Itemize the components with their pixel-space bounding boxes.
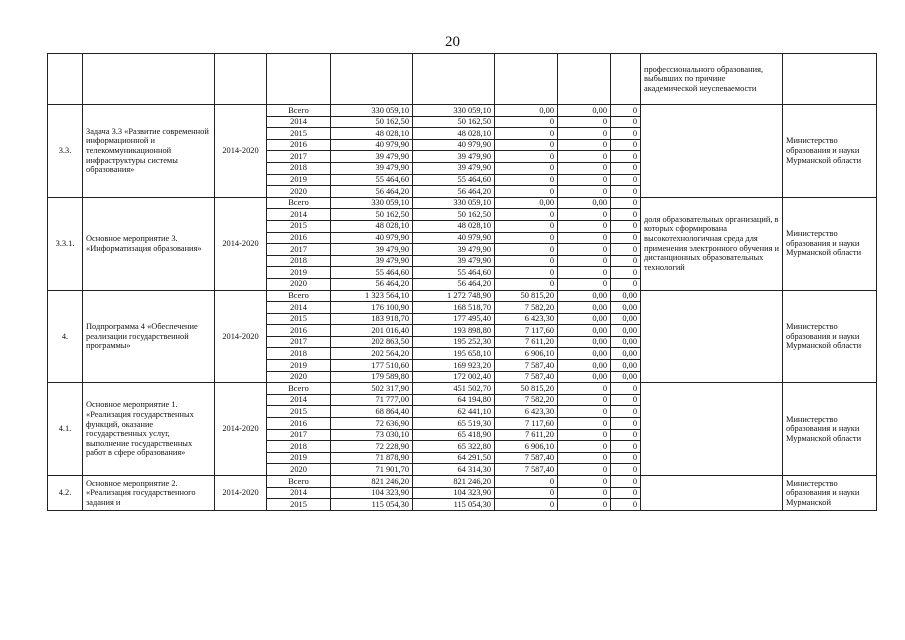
federal-budget-cell: 0	[495, 151, 558, 163]
regional-budget-cell: 177 495,40	[413, 313, 495, 325]
year-cell: 2015	[267, 406, 331, 418]
regional-budget-cell: 39 479,90	[413, 255, 495, 267]
program-table	[47, 53, 877, 511]
other-sources-cell: 0,00	[611, 325, 641, 337]
other-sources-cell: 0	[611, 105, 641, 117]
year-cell: 2017	[267, 151, 331, 163]
regional-budget-cell: 40 979,90	[413, 139, 495, 151]
regional-budget-cell: 48 028,10	[413, 220, 495, 232]
total-cell: 330 059,10	[331, 197, 413, 209]
group-4-1-name: Основное мероприятие 1. «Реализация государственных функций, оказание государственных услуг, выполнение государственных работ в сфере образования»	[83, 383, 215, 476]
year-cell: 2018	[267, 255, 331, 267]
total-cell: 72 228,90	[331, 441, 413, 453]
year-cell: 2015	[267, 313, 331, 325]
total-cell: 202 564,20	[331, 348, 413, 360]
municipal-budget-cell: 0	[558, 232, 611, 244]
municipal-budget-cell: 0	[558, 278, 611, 290]
regional-budget-cell: 55 464,60	[413, 267, 495, 279]
municipal-budget-cell: 0,00	[558, 348, 611, 360]
cont-municipal-cell	[558, 54, 611, 105]
total-cell: 1 323 564,10	[331, 290, 413, 302]
total-cell: 176 100,90	[331, 302, 413, 314]
group-4-name: Подпрограмма 4 «Обеспечение реализации государственной программы»	[83, 290, 215, 383]
cont-year-cell	[267, 54, 331, 105]
regional-budget-cell: 50 162,50	[413, 116, 495, 128]
cont-regional-cell	[413, 54, 495, 105]
other-sources-cell: 0,00	[611, 302, 641, 314]
year-cell: Всего	[267, 383, 331, 395]
other-sources-cell: 0	[611, 499, 641, 511]
federal-budget-cell: 6 423,30	[495, 313, 558, 325]
other-sources-cell: 0	[611, 476, 641, 488]
other-sources-cell: 0	[611, 406, 641, 418]
regional-budget-cell: 195 252,30	[413, 336, 495, 348]
other-sources-cell: 0	[611, 186, 641, 198]
municipal-budget-cell: 0	[558, 209, 611, 221]
total-cell: 202 863,50	[331, 336, 413, 348]
other-sources-cell: 0,00	[611, 371, 641, 383]
total-cell: 56 464,20	[331, 186, 413, 198]
total-cell: 39 479,90	[331, 162, 413, 174]
total-cell: 104 323,90	[331, 487, 413, 499]
other-sources-cell: 0	[611, 255, 641, 267]
other-sources-cell: 0	[611, 232, 641, 244]
group-4-2-name: Основное мероприятие 2. «Реализация государственного задания и	[83, 476, 215, 511]
group-3-3-1-result: доля образовательных организаций, в которых сформирована высокотехнологичная среда для применения электронного обучения и дистанционных образовательных технологий	[641, 197, 783, 290]
group-3-3-executor: Министерство образования и науки Мурманской области	[783, 105, 877, 198]
federal-budget-cell: 7 611,20	[495, 429, 558, 441]
total-cell: 39 479,90	[331, 244, 413, 256]
group-3-3-result	[641, 105, 783, 198]
group-4-period: 2014-2020	[215, 290, 267, 383]
total-cell: 183 918,70	[331, 313, 413, 325]
municipal-budget-cell: 0	[558, 406, 611, 418]
federal-budget-cell: 0	[495, 499, 558, 511]
total-cell: 71 901,70	[331, 464, 413, 476]
regional-budget-cell: 39 479,90	[413, 162, 495, 174]
municipal-budget-cell: 0	[558, 394, 611, 406]
municipal-budget-cell: 0	[558, 464, 611, 476]
federal-budget-cell: 0	[495, 232, 558, 244]
total-cell: 201 016,40	[331, 325, 413, 337]
regional-budget-cell: 62 441,10	[413, 406, 495, 418]
total-cell: 55 464,60	[331, 174, 413, 186]
regional-budget-cell: 451 502,70	[413, 383, 495, 395]
group-3-3-number: 3.3.	[48, 105, 83, 198]
year-cell: 2016	[267, 418, 331, 430]
municipal-budget-cell: 0	[558, 441, 611, 453]
year-cell: 2014	[267, 394, 331, 406]
table-row	[48, 105, 877, 117]
federal-budget-cell: 0	[495, 278, 558, 290]
regional-budget-cell: 821 246,20	[413, 476, 495, 488]
municipal-budget-cell: 0	[558, 220, 611, 232]
federal-budget-cell: 7 611,20	[495, 336, 558, 348]
year-cell: 2014	[267, 209, 331, 221]
regional-budget-cell: 65 418,90	[413, 429, 495, 441]
regional-budget-cell: 48 028,10	[413, 128, 495, 140]
group-4-1-period: 2014-2020	[215, 383, 267, 476]
cont-executor-cell	[783, 54, 877, 105]
regional-budget-cell: 40 979,90	[413, 232, 495, 244]
regional-budget-cell: 104 323,90	[413, 487, 495, 499]
federal-budget-cell: 0	[495, 174, 558, 186]
federal-budget-cell: 0	[495, 244, 558, 256]
other-sources-cell: 0	[611, 441, 641, 453]
municipal-budget-cell: 0	[558, 255, 611, 267]
other-sources-cell: 0	[611, 162, 641, 174]
year-cell: 2014	[267, 302, 331, 314]
other-sources-cell: 0	[611, 116, 641, 128]
federal-budget-cell: 0	[495, 220, 558, 232]
year-cell: 2019	[267, 174, 331, 186]
municipal-budget-cell: 0,00	[558, 302, 611, 314]
total-cell: 48 028,10	[331, 220, 413, 232]
other-sources-cell: 0	[611, 394, 641, 406]
table-row	[48, 290, 877, 302]
year-cell: 2014	[267, 487, 331, 499]
municipal-budget-cell: 0,00	[558, 290, 611, 302]
total-cell: 39 479,90	[331, 255, 413, 267]
group-4-executor: Министерство образования и науки Мурманской области	[783, 290, 877, 383]
other-sources-cell: 0	[611, 244, 641, 256]
year-cell: 2015	[267, 128, 331, 140]
total-cell: 502 317,90	[331, 383, 413, 395]
federal-budget-cell: 0	[495, 139, 558, 151]
other-sources-cell: 0	[611, 139, 641, 151]
total-cell: 179 589,80	[331, 371, 413, 383]
regional-budget-cell: 64 314,30	[413, 464, 495, 476]
year-cell: 2019	[267, 360, 331, 372]
year-cell: 2019	[267, 452, 331, 464]
municipal-budget-cell: 0,00	[558, 325, 611, 337]
federal-budget-cell: 0,00	[495, 105, 558, 117]
page-number: 20	[445, 34, 460, 50]
municipal-budget-cell: 0	[558, 116, 611, 128]
municipal-budget-cell: 0	[558, 267, 611, 279]
other-sources-cell: 0,00	[611, 336, 641, 348]
total-cell: 50 162,50	[331, 209, 413, 221]
municipal-budget-cell: 0	[558, 418, 611, 430]
municipal-budget-cell: 0	[558, 476, 611, 488]
municipal-budget-cell: 0	[558, 244, 611, 256]
municipal-budget-cell: 0	[558, 128, 611, 140]
federal-budget-cell: 7 587,40	[495, 371, 558, 383]
federal-budget-cell: 0	[495, 116, 558, 128]
group-3-3-1-name: Основное мероприятие 3. «Информатизация образования»	[83, 197, 215, 290]
group-4-1-executor: Министерство образования и науки Мурманской области	[783, 383, 877, 476]
federal-budget-cell: 50 815,20	[495, 383, 558, 395]
regional-budget-cell: 169 923,20	[413, 360, 495, 372]
municipal-budget-cell: 0	[558, 452, 611, 464]
regional-budget-cell: 55 464,60	[413, 174, 495, 186]
federal-budget-cell: 0	[495, 267, 558, 279]
year-cell: 2019	[267, 267, 331, 279]
other-sources-cell: 0,00	[611, 290, 641, 302]
cont-other-cell	[611, 54, 641, 105]
year-cell: 2018	[267, 441, 331, 453]
year-cell: 2018	[267, 348, 331, 360]
federal-budget-cell: 0	[495, 209, 558, 221]
total-cell: 115 054,30	[331, 499, 413, 511]
other-sources-cell: 0	[611, 128, 641, 140]
other-sources-cell: 0	[611, 464, 641, 476]
federal-budget-cell: 6 906,10	[495, 441, 558, 453]
cont-federal-cell	[495, 54, 558, 105]
federal-budget-cell: 7 582,20	[495, 394, 558, 406]
federal-budget-cell: 7 117,60	[495, 418, 558, 430]
total-cell: 71 878,90	[331, 452, 413, 464]
group-4-1-result	[641, 383, 783, 476]
federal-budget-cell: 6 423,30	[495, 406, 558, 418]
year-cell: 2016	[267, 325, 331, 337]
year-cell: Всего	[267, 290, 331, 302]
municipal-budget-cell: 0	[558, 499, 611, 511]
year-cell: 2015	[267, 220, 331, 232]
other-sources-cell: 0	[611, 174, 641, 186]
federal-budget-cell: 7 587,40	[495, 464, 558, 476]
other-sources-cell: 0,00	[611, 360, 641, 372]
municipal-budget-cell: 0	[558, 487, 611, 499]
other-sources-cell: 0	[611, 452, 641, 464]
municipal-budget-cell: 0,00	[558, 105, 611, 117]
federal-budget-cell: 0,00	[495, 197, 558, 209]
total-cell: 50 162,50	[331, 116, 413, 128]
regional-budget-cell: 168 518,70	[413, 302, 495, 314]
other-sources-cell: 0,00	[611, 348, 641, 360]
group-3-3-1-number: 3.3.1.	[48, 197, 83, 290]
regional-budget-cell: 193 898,80	[413, 325, 495, 337]
municipal-budget-cell: 0	[558, 162, 611, 174]
regional-budget-cell: 39 479,90	[413, 244, 495, 256]
total-cell: 73 030,10	[331, 429, 413, 441]
cont-total-cell	[331, 54, 413, 105]
regional-budget-cell: 56 464,20	[413, 278, 495, 290]
municipal-budget-cell: 0	[558, 151, 611, 163]
year-cell: Всего	[267, 105, 331, 117]
other-sources-cell: 0	[611, 220, 641, 232]
federal-budget-cell: 0	[495, 255, 558, 267]
other-sources-cell: 0,00	[611, 313, 641, 325]
group-3-3-name: Задача 3.3 «Развитие современной информационной и телекоммуникационной инфраструктуры системы образования»	[83, 105, 215, 198]
other-sources-cell: 0	[611, 429, 641, 441]
municipal-budget-cell: 0	[558, 383, 611, 395]
year-cell: 2017	[267, 429, 331, 441]
year-cell: 2014	[267, 116, 331, 128]
continuation-row	[48, 54, 877, 105]
regional-budget-cell: 1 272 748,90	[413, 290, 495, 302]
other-sources-cell: 0	[611, 383, 641, 395]
regional-budget-cell: 64 194,80	[413, 394, 495, 406]
total-cell: 177 510,60	[331, 360, 413, 372]
total-cell: 40 979,90	[331, 139, 413, 151]
total-cell: 39 479,90	[331, 151, 413, 163]
year-cell: 2017	[267, 244, 331, 256]
year-cell: 2020	[267, 371, 331, 383]
total-cell: 330 059,10	[331, 105, 413, 117]
year-cell: 2020	[267, 278, 331, 290]
group-3-3-1-period: 2014-2020	[215, 197, 267, 290]
other-sources-cell: 0	[611, 151, 641, 163]
federal-budget-cell: 7 587,40	[495, 452, 558, 464]
municipal-budget-cell: 0	[558, 139, 611, 151]
municipal-budget-cell: 0	[558, 174, 611, 186]
other-sources-cell: 0	[611, 418, 641, 430]
group-4-1-number: 4.1.	[48, 383, 83, 476]
cont-num-cell	[48, 54, 83, 105]
regional-budget-cell: 65 322,80	[413, 441, 495, 453]
municipal-budget-cell: 0	[558, 186, 611, 198]
year-cell: Всего	[267, 476, 331, 488]
regional-budget-cell: 56 464,20	[413, 186, 495, 198]
group-4-2-period: 2014-2020	[215, 476, 267, 511]
table-row	[48, 476, 877, 488]
total-cell: 55 464,60	[331, 267, 413, 279]
regional-budget-cell: 50 162,50	[413, 209, 495, 221]
total-cell: 40 979,90	[331, 232, 413, 244]
table-row	[48, 197, 877, 209]
federal-budget-cell: 50 815,20	[495, 290, 558, 302]
total-cell: 72 636,90	[331, 418, 413, 430]
year-cell: 2018	[267, 162, 331, 174]
regional-budget-cell: 172 002,40	[413, 371, 495, 383]
federal-budget-cell: 7 582,20	[495, 302, 558, 314]
group-4-number: 4.	[48, 290, 83, 383]
regional-budget-cell: 115 054,30	[413, 499, 495, 511]
regional-budget-cell: 39 479,90	[413, 151, 495, 163]
group-4-2-number: 4.2.	[48, 476, 83, 511]
group-3-3-1-executor: Министерство образования и науки Мурманской области	[783, 197, 877, 290]
group-4-2-result	[641, 476, 783, 511]
cont-name-cell	[83, 54, 215, 105]
total-cell: 68 864,40	[331, 406, 413, 418]
federal-budget-cell: 6 906,10	[495, 348, 558, 360]
cont-result-cell: профессионального образования, выбывших по причине академической неуспеваемости	[641, 54, 783, 105]
other-sources-cell: 0	[611, 278, 641, 290]
federal-budget-cell: 0	[495, 162, 558, 174]
regional-budget-cell: 64 291,50	[413, 452, 495, 464]
group-4-result	[641, 290, 783, 383]
regional-budget-cell: 65 519,30	[413, 418, 495, 430]
regional-budget-cell: 330 059,10	[413, 105, 495, 117]
total-cell: 56 464,20	[331, 278, 413, 290]
table-row	[48, 383, 877, 395]
other-sources-cell: 0	[611, 267, 641, 279]
year-cell: 2020	[267, 186, 331, 198]
year-cell: 2017	[267, 336, 331, 348]
regional-budget-cell: 195 658,10	[413, 348, 495, 360]
federal-budget-cell: 0	[495, 186, 558, 198]
total-cell: 71 777,00	[331, 394, 413, 406]
municipal-budget-cell: 0,00	[558, 313, 611, 325]
total-cell: 821 246,20	[331, 476, 413, 488]
municipal-budget-cell: 0,00	[558, 197, 611, 209]
municipal-budget-cell: 0,00	[558, 336, 611, 348]
federal-budget-cell: 0	[495, 128, 558, 140]
group-3-3-period: 2014-2020	[215, 105, 267, 198]
group-4-2-executor: Министерство образования и науки Мурманской	[783, 476, 877, 511]
municipal-budget-cell: 0,00	[558, 371, 611, 383]
total-cell: 48 028,10	[331, 128, 413, 140]
municipal-budget-cell: 0,00	[558, 360, 611, 372]
year-cell: 2015	[267, 499, 331, 511]
other-sources-cell: 0	[611, 487, 641, 499]
year-cell: 2020	[267, 464, 331, 476]
federal-budget-cell: 7 117,60	[495, 325, 558, 337]
federal-budget-cell: 7 587,40	[495, 360, 558, 372]
cont-period-cell	[215, 54, 267, 105]
regional-budget-cell: 330 059,10	[413, 197, 495, 209]
federal-budget-cell: 0	[495, 476, 558, 488]
federal-budget-cell: 0	[495, 487, 558, 499]
other-sources-cell: 0	[611, 209, 641, 221]
municipal-budget-cell: 0	[558, 429, 611, 441]
other-sources-cell: 0	[611, 197, 641, 209]
year-cell: 2016	[267, 139, 331, 151]
year-cell: 2016	[267, 232, 331, 244]
year-cell: Всего	[267, 197, 331, 209]
